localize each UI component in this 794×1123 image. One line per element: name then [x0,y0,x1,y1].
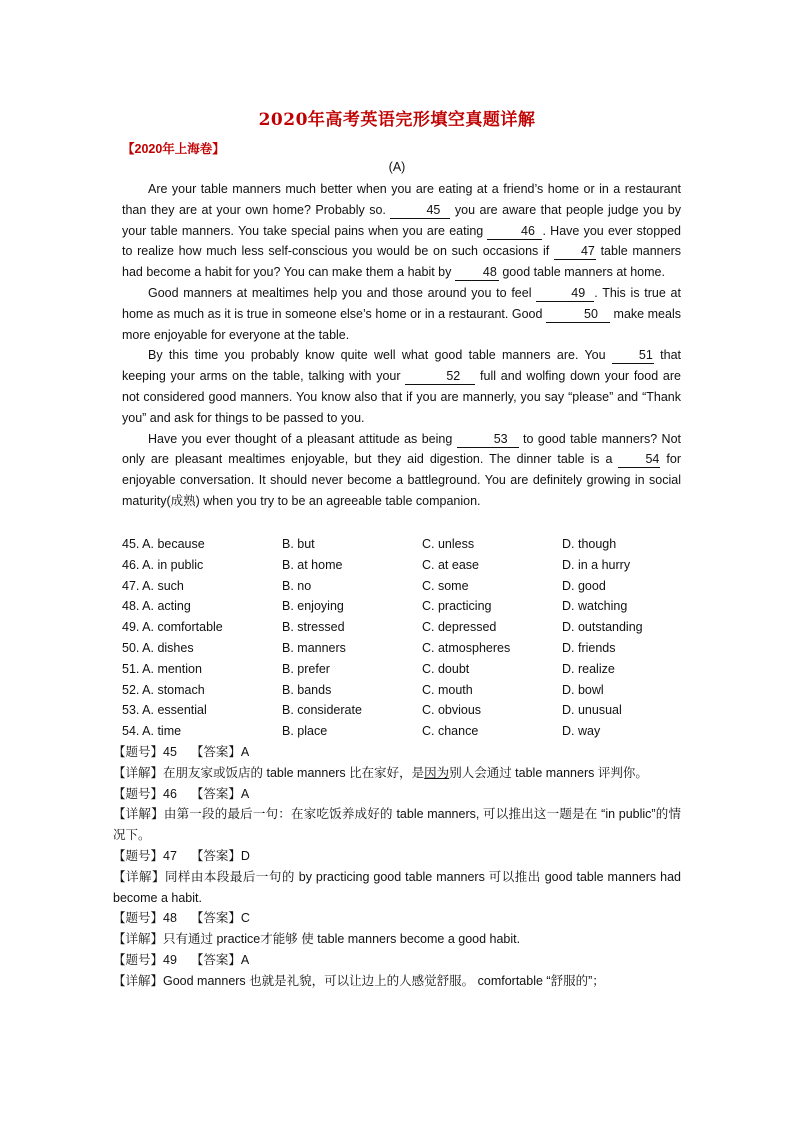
blank-52: 52 [405,369,475,385]
question-number: 【题号】47 [113,848,177,863]
option-row-48 [122,596,682,617]
option-d: D. outstanding [562,620,643,635]
option-a: 53. A. essential [122,703,207,718]
option-b: B. at home [282,557,343,572]
option-row-46 [122,555,682,576]
answer-key: 【答案】A [190,745,250,759]
option-b: B. but [282,537,315,551]
blank-46: 46 [487,224,542,240]
passage-paragraph-3: By this time you probably know quite well what good table manners are. You 51 that keeping your arms on the table, talking with your 52 full and wolfing down your food are not considered good manners. You know also that if you are mannerly, you say “please” and “Thank you” and ask for things to be passed to you. [122,348,681,425]
option-a: 47. A. such [122,578,184,593]
explanation-47: 【详解】同样由本段最后一句的 by practicing good table manners 可以推出 good table manners had become a habit. [113,869,681,905]
option-c: C. practicing [422,599,492,614]
answer-explanations [113,742,681,992]
document-title: 2020年高考英语完形填空真题详解 [258,110,536,130]
answer-header-46 [113,784,681,805]
blank-54: 54 [618,452,660,468]
section-label: (A) [388,160,406,174]
answer-header-47 [113,846,681,867]
blank-49: 49 [536,286,594,302]
option-a: 51. A. mention [122,661,202,676]
answer-key: 【答案】D [190,848,250,863]
explanation-45: 【详解】在朋友家或饭店的 table manners 比在家好，是因为别人会通过 table manners 评判你。 [113,765,648,780]
explanation-46: 【详解】由第一段的最后一句：在家吃饭养成好的 table manners, 可以推出这一题是在 “in public”的情况下。 [113,807,681,843]
option-d: D. bowl [562,682,604,697]
answer-header-45 [113,742,681,763]
option-b: B. prefer [282,661,330,676]
option-d: D. watching [562,599,628,614]
passage-paragraph-4: Have you ever thought of a pleasant attitude as being 53 to good table manners? Not only are pleasant mealtimes enjoyable, but they aid digestion. The dinner table is a 54 for enjoyable conversation. It should never become a battleground. You are definitely growing in social maturity(成熟) when you try to be an agreeable table companion. [122,431,681,508]
option-c: C. doubt [422,661,470,676]
option-b: B. enjoying [282,599,344,614]
option-c: C. depressed [422,620,497,635]
option-d: D. unusual [562,703,622,718]
option-b: B. no [282,578,312,593]
option-b: B. place [282,724,328,739]
blank-48: 48 [455,265,499,281]
blank-50: 50 [546,307,610,323]
option-b: B. considerate [282,703,362,718]
option-d: D. realize [562,661,615,676]
option-c: C. at ease [422,557,479,572]
explanation-49: 【详解】Good manners 也就是礼貌，可以让边上的人感觉舒服。 comfortable “舒服的”； [113,973,605,988]
option-c: C. some [422,578,469,593]
question-number: 【题号】45 [113,745,177,759]
option-row-49 [122,617,682,638]
option-b: B. manners [282,640,346,655]
option-c: C. chance [422,724,479,739]
cloze-passage [122,179,681,512]
option-c: C. obvious [422,703,482,718]
answer-options [122,534,682,742]
blank-47: 47 [554,244,596,260]
option-row-51 [122,659,682,680]
option-a: 52. A. stomach [122,682,205,697]
blank-51: 51 [612,348,654,364]
option-row-50 [122,638,682,659]
exam-source-label: 【2020年上海卷】 [122,142,225,156]
question-number: 【题号】49 [113,952,177,967]
option-row-47 [122,576,682,597]
option-d: D. in a hurry [562,557,631,572]
passage-paragraph-2: Good manners at mealtimes help you and those around you to feel 49 . This is true at home as much as it is true in someone else’s home or in a restaurant. Good 50 make meals more enjoyable for everyone at the table. [122,285,681,342]
blank-53: 53 [457,432,519,448]
answer-key: 【答案】A [190,786,250,801]
question-number: 【题号】46 [113,786,177,801]
answer-key: 【答案】A [190,952,250,967]
option-a: 50. A. dishes [122,640,194,655]
option-c: C. mouth [422,682,473,697]
option-row-52 [122,680,682,701]
option-b: B. stressed [282,620,345,635]
option-d: D. way [562,724,601,739]
answer-header-48 [113,908,681,929]
option-c: C. unless [422,537,475,551]
option-a: 54. A. time [122,724,182,739]
option-row-53 [122,700,682,721]
option-row-45 [122,534,682,555]
blank-45: 45 [390,203,450,219]
answer-key: 【答案】C [190,911,250,926]
option-b: B. bands [282,682,332,697]
option-row-54 [122,721,682,742]
option-a: 45. A. because [122,537,205,551]
answer-header-49 [113,950,681,971]
option-d: D. good [562,578,606,593]
option-a: 48. A. acting [122,599,191,614]
option-a: 49. A. comfortable [122,620,223,635]
option-d: D. friends [562,640,616,655]
option-d: D. though [562,537,617,551]
explanation-48: 【详解】只有通过 practice才能够 使 table manners become a good habit. [113,932,521,947]
option-c: C. atmospheres [422,640,511,655]
passage-paragraph-1: Are your table manners much better when you are eating at a friend’s home or in a restaurant than they are at your own home? Probably so. 45 you are aware that people judge you by your table manners. You take special pains when you are eating 46 . Have you ever stopped to realize how much less self-conscious you would be on such occasions if 47 table manners had become a habit for you? You can make them a habit by 48 good table manners at home. [122,182,681,280]
question-number: 【题号】48 [113,911,177,926]
option-a: 46. A. in public [122,557,204,572]
